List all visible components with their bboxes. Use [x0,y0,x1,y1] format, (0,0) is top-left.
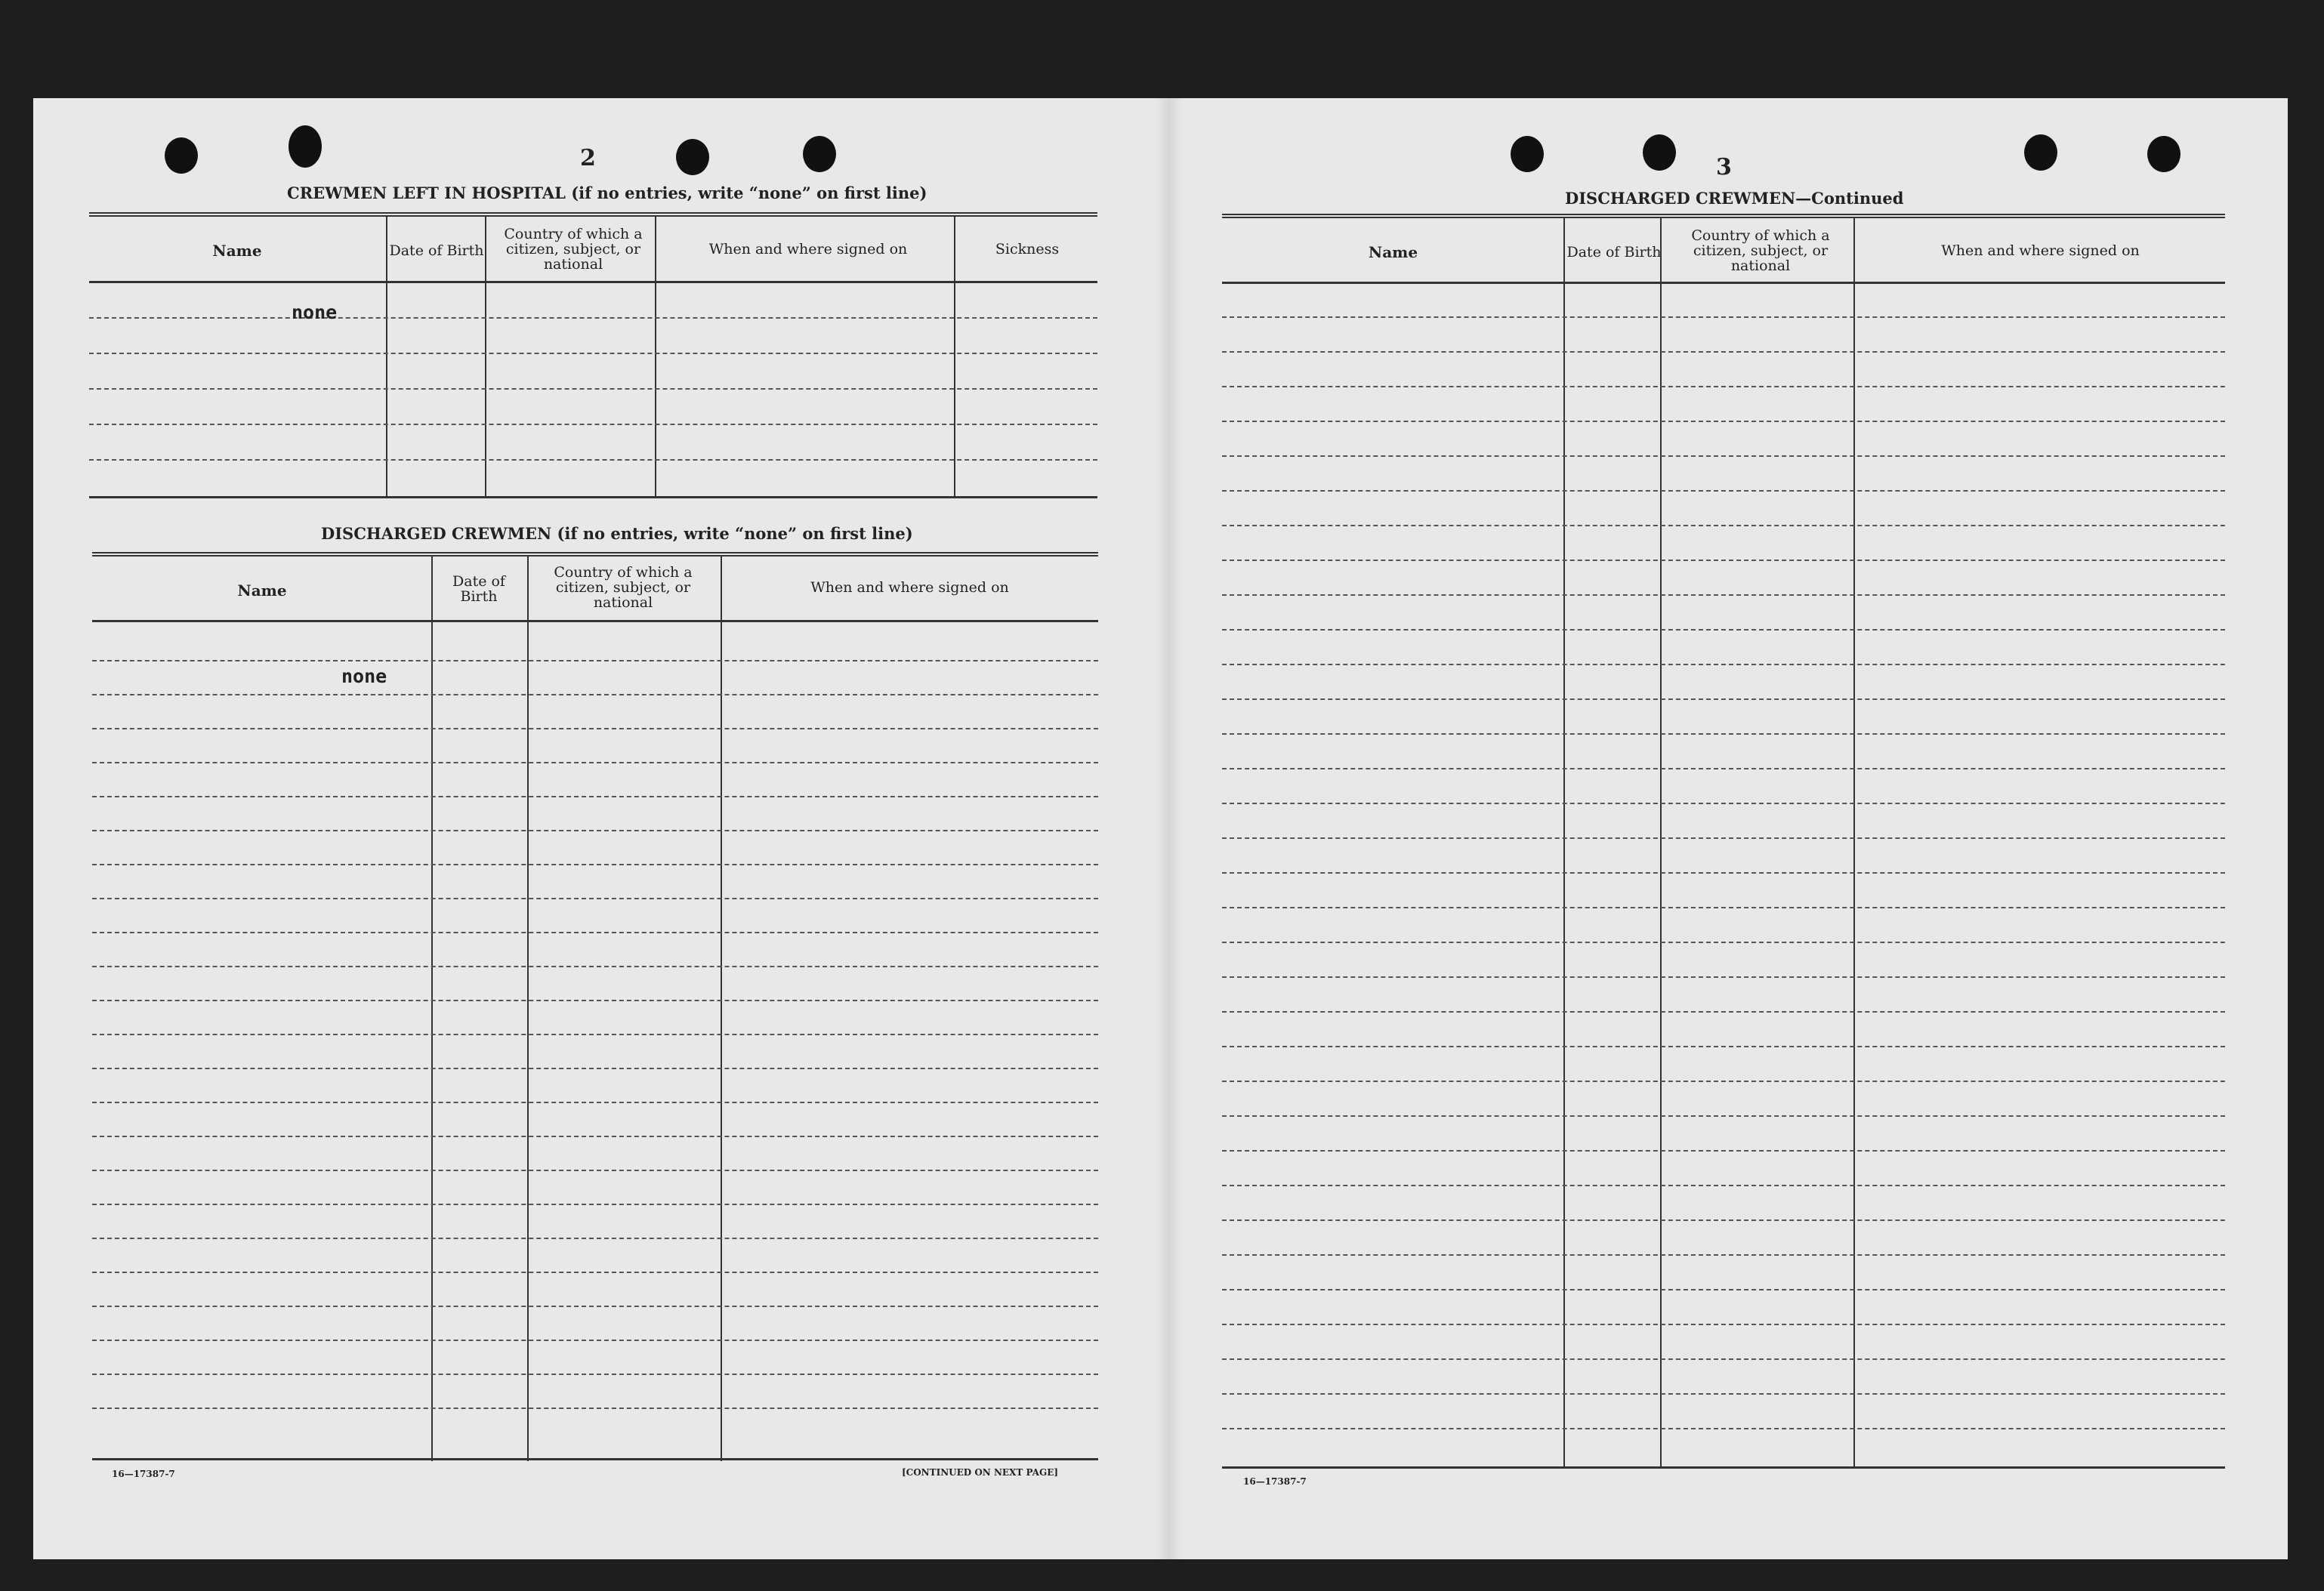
punch-hole [676,139,709,175]
discharged-section-title [321,524,913,543]
page-number-right: 3 [1716,154,1732,180]
col-header-country: Country of which a citizen, subject, or national [554,564,693,611]
row-line [1222,1254,2225,1256]
row-line [92,1034,1098,1035]
row-line [1222,1358,2225,1360]
discharged-table [92,552,1098,1461]
hospital-entry-none: none [292,301,338,323]
row-line [1222,1324,2225,1325]
column-divider [1563,218,1565,1468]
row-line [1222,455,2225,457]
row-line [1222,594,2225,596]
column-divider [527,557,529,1461]
col-header-name: Name [1368,243,1418,261]
header-rule [1222,282,2225,284]
row-line [92,1238,1098,1239]
col-header-dob: Date of Birth [1566,244,1662,261]
row-line [92,864,1098,865]
row-line [1222,976,2225,978]
col-header-name: Name [237,581,287,600]
column-divider [1853,218,1855,1468]
row-line [89,388,1097,390]
hospital-title-text: CREWMEN LEFT IN HOSPITAL [287,183,566,202]
continued-note: [CONTINUED ON NEXT PAGE] [902,1467,1059,1478]
row-line [1222,1081,2225,1082]
punch-hole [2024,134,2057,171]
row-line [1222,1393,2225,1395]
row-line [92,1374,1098,1375]
row-line [92,728,1098,729]
col-header-name: Name [212,242,262,260]
row-line [1222,803,2225,804]
row-line [92,1136,1098,1137]
table-bottom-rule [89,496,1097,498]
hospital-table [89,212,1097,500]
row-line [1222,560,2225,561]
discharged-continued-title [1565,189,1903,208]
form-number-right: 16—17387-7 [1243,1476,1307,1487]
row-line [92,1000,1098,1001]
row-line [92,1306,1098,1307]
row-line [92,1408,1098,1409]
row-line [1222,351,2225,353]
row-line [92,1340,1098,1341]
row-line [1222,942,2225,943]
row-line [1222,872,2225,874]
form-number-left: 16—17387-7 [112,1469,175,1479]
row-line [92,762,1098,763]
column-divider [431,557,433,1461]
page-number-left: 2 [580,145,596,171]
col-header-signed: When and where signed on [1941,242,2140,259]
row-line [92,694,1098,695]
row-line [92,660,1098,661]
row-line [92,1170,1098,1171]
row-line [1222,837,2225,839]
row-line [1222,698,2225,700]
row-line [1222,421,2225,422]
row-line [1222,1289,2225,1290]
row-line [1222,1150,2225,1152]
punch-hole [1643,134,1676,171]
col-header-sickness: Sickness [995,241,1060,257]
row-line [1222,1185,2225,1186]
row-line [1222,1046,2225,1047]
row-line [92,1102,1098,1103]
column-divider [386,217,387,498]
discharged-entry-none: none [341,665,387,687]
table-bottom-rule [1222,1466,2225,1469]
row-line [92,830,1098,831]
header-rule [92,620,1098,622]
row-line [1222,733,2225,735]
row-line [1222,768,2225,769]
hospital-instruction: (if no entries, write “none” on first line) [571,183,927,202]
row-line [1222,1011,2225,1013]
row-line [92,966,1098,967]
row-line [92,1068,1098,1069]
header-rule [89,281,1097,283]
column-divider [485,217,486,498]
punch-hole [289,125,322,168]
row-line [1222,907,2225,908]
page-fold [1156,98,1183,1559]
row-line [89,353,1097,354]
punch-hole [1511,136,1544,172]
row-line [89,459,1097,461]
row-line [92,1204,1098,1205]
discharged-instruction: (if no entries, write “none” on first line) [557,524,913,543]
discharged-title-text: DISCHARGED CREWMEN [321,524,552,543]
row-line [92,796,1098,797]
hospital-section-title [287,183,927,202]
row-line [89,317,1097,319]
punch-hole [803,136,836,172]
column-divider [1660,218,1662,1468]
column-divider [721,557,722,1461]
row-line [92,932,1098,933]
row-line [1222,1428,2225,1429]
col-header-dob: Date of Birth [389,242,484,259]
column-divider [655,217,656,498]
row-line [1222,386,2225,387]
column-divider [954,217,955,498]
col-header-signed: When and where signed on [708,241,908,257]
row-line [1222,1219,2225,1221]
punch-hole [165,137,198,174]
col-header-dob: Date of Birth [452,573,505,605]
row-line [1222,525,2225,526]
continued-label: —Continued [1795,189,1904,208]
punch-hole [2147,136,2180,172]
row-line [92,898,1098,899]
row-line [89,424,1097,425]
row-line [1222,629,2225,631]
table-bottom-rule [92,1458,1098,1460]
col-header-signed: When and where signed on [810,579,1009,596]
discharged-continued-table [1222,214,2225,1473]
col-header-country: Country of which a citizen, subject, or national [504,226,643,273]
row-line [92,1272,1098,1273]
row-line [1222,490,2225,492]
row-line [1222,1115,2225,1117]
discharged-continued-title-text: DISCHARGED CREWMEN [1565,189,1796,208]
row-line [1222,664,2225,665]
col-header-country: Country of which a citizen, subject, or national [1691,227,1830,274]
row-line [1222,316,2225,318]
